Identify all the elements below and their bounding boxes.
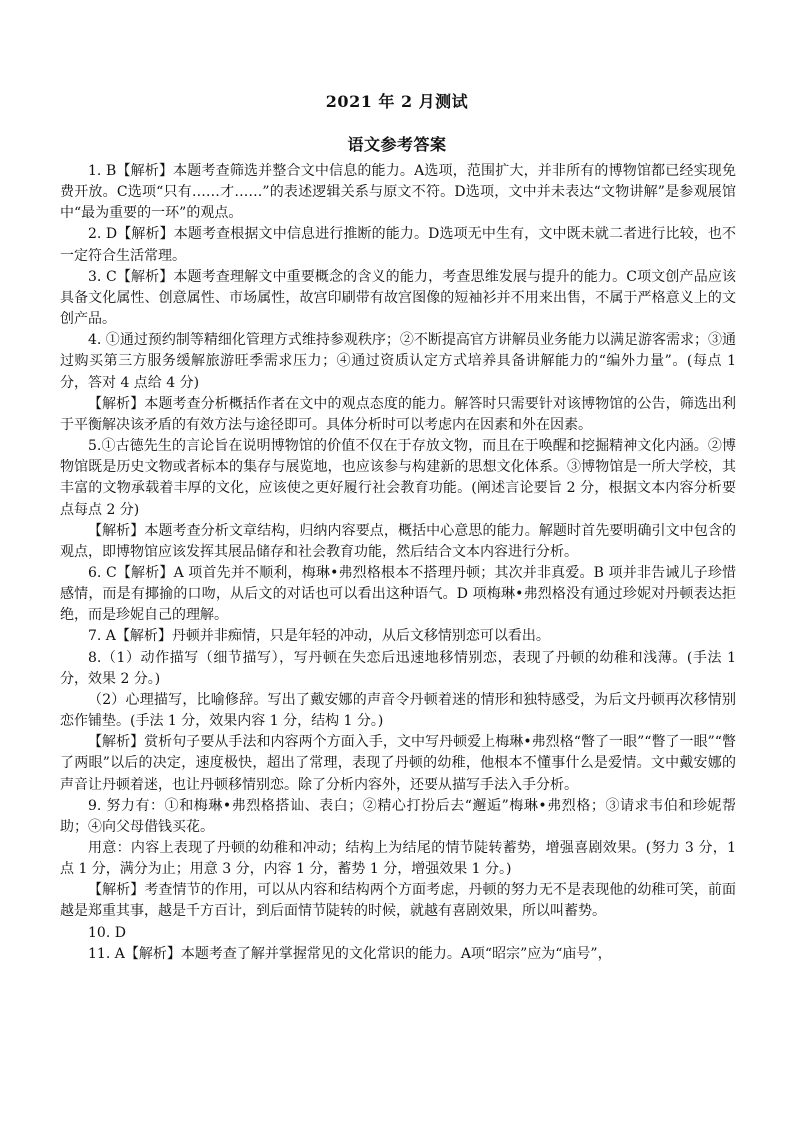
analysis-paragraph-8: 【解析】赏析句子要从手法和内容两个方面入手，文中写丹顿爱上梅琳•弗烈格“瞥了一眼”“瞥了一眼”“瞥了两眼”以后的决定，速度极快，超出了常理，表现了丹顿的幼稚，他根本不懂事什么是爱情。文中戴安娜的声音让丹顿着迷，也让丹顿移情别恋。除了分析内容外，还要从描写手法入手分析。 <box>60 734 736 793</box>
answer-paragraph-3: 3. C【解析】本题考查理解文中重要概念的含义的能力，考查思维发展与提升的能力。C项文创产品应该具备文化属性、创意属性、市场属性，故宫印刷带有故宫图像的短袖衫并不用来出售，不属于严格意义上的文创产品。 <box>60 268 736 328</box>
analysis-paragraph-9: 【解析】考查情节的作用，可以从内容和结构两个方面考虑，丹顿的努力无不是表现他的幼稚可笑，前面越是郑重其事，越是千方百计，到后面情节陡转的时候，就越有喜剧效果，所以叫蓄势。 <box>60 882 736 920</box>
answer-paragraph-2: 2. D【解析】本题考查根据文中信息进行推断的能力。D选项无中生有，文中既未就二者进行比较，也不一定符合生活常理。 <box>60 226 736 264</box>
answer-paragraph-9: 9. 努力有：①和梅琳•弗烈格搭讪、表白；②精心打扮后去“邂逅”梅琳•弗烈格；③请求韦伯和珍妮帮助；④向父母借钱买花。 <box>60 797 736 835</box>
answer-paragraph-1: 1. B【解析】本题考查筛选并整合文中信息的能力。A选项，范围扩大，并非所有的博物馆都已经实现免费开放。C选项“只有……才……”的表述逻辑关系与原文不符。D选项，文中并未表达“文物讲解”是参观展馆中“最为重要的一环”的观点。 <box>60 163 736 222</box>
page-title: 2021 年 2 月测试 <box>325 92 469 111</box>
answer-paragraph-10: 10. D <box>88 924 126 941</box>
answer-paragraph-8-2: （2）心理描写，比喻修辞。写出了戴安娜的声音令丹顿着迷的情形和独特感受，为后文丹顿再次移情别恋作铺垫。(手法 1 分，效果内容 1 分，结构 1 分。) <box>60 691 736 730</box>
answer-paragraph-6: 6. C【解析】A 项首先并不顺利，梅琳•弗烈格根本不搭理丹顿；其次并非真爱。B 项并非告诫儿子珍惜感情，而是有揶揄的口吻，从后文的对话也可以看出这种语气。D 项梅琳•弗烈格没有通过珍妮对丹顿表达拒绝，而是珍妮自己的理解。 <box>60 564 736 624</box>
answer-paragraph-9-purpose: 用意：内容上表现了丹顿的幼稚和冲动；结构上为结尾的情节陡转蓄势，增强喜剧效果。(努力 3 分，1 点 1 分，满分为止；用意 3 分，内容 1 分，蓄势 1 分，增强效果 1 分。) <box>60 840 736 878</box>
answer-body <box>60 161 736 965</box>
page-subtitle: 语文参考答案 <box>347 135 447 154</box>
analysis-paragraph-5: 【解析】本题考查分析文章结构，归纳内容要点，概括中心意思的能力。解题时首先要明确引文中包含的观点，即博物馆应该发挥其展品储存和社会教育功能，然后结合文本内容进行分析。 <box>60 522 736 560</box>
answer-paragraph-8-1: 8.（1）动作描写（细节描写），写丹顿在失恋后迅速地移情别恋，表现了丹顿的幼稚和浅薄。(手法 1 分，效果 2 分。) <box>60 649 736 687</box>
answer-paragraph-4: 4. ①通过预约制等精细化管理方式维持参观秩序；②不断提高官方讲解员业务能力以满足游客需求；③通过购买第三方服务缓解旅游旺季需求压力；④通过资质认定方式培养具备讲解能力的“编外力量”。(每点 1 分，答对 4 点给 4 分) <box>60 332 736 391</box>
answer-paragraph-11: 11. A【解析】本题考查了解并掌握常见的文化常识的能力。A项“昭宗”应为“庙号”， <box>88 945 612 962</box>
answer-paragraph-7: 7. A【解析】丹顿并非痴情，只是年轻的冲动，从后文移情别恋可以看出。 <box>88 628 550 645</box>
answer-paragraph-5: 5.①古德先生的言论旨在说明博物馆的价值不仅在于存放文物，而且在于唤醒和挖掘精神文化内涵。②博物馆既是历史文物或者标本的集存与展览地，也应该参与构建新的思想文化体系。③博物馆是一所大学校，其丰富的文物承载着丰厚的文化，应该使之更好履行社会教育功能。(阐述言论要旨 2 分，根据文本内容分析要点每点 2 分) <box>60 438 736 518</box>
analysis-paragraph-4: 【解析】本题考查分析概括作者在文中的观点态度的能力。解答时只需要针对该博物馆的公告，筛选出利于平衡解决该矛盾的有效方法与途径即可。具体分析时可以考虑内在因素和外在因素。 <box>60 395 736 433</box>
